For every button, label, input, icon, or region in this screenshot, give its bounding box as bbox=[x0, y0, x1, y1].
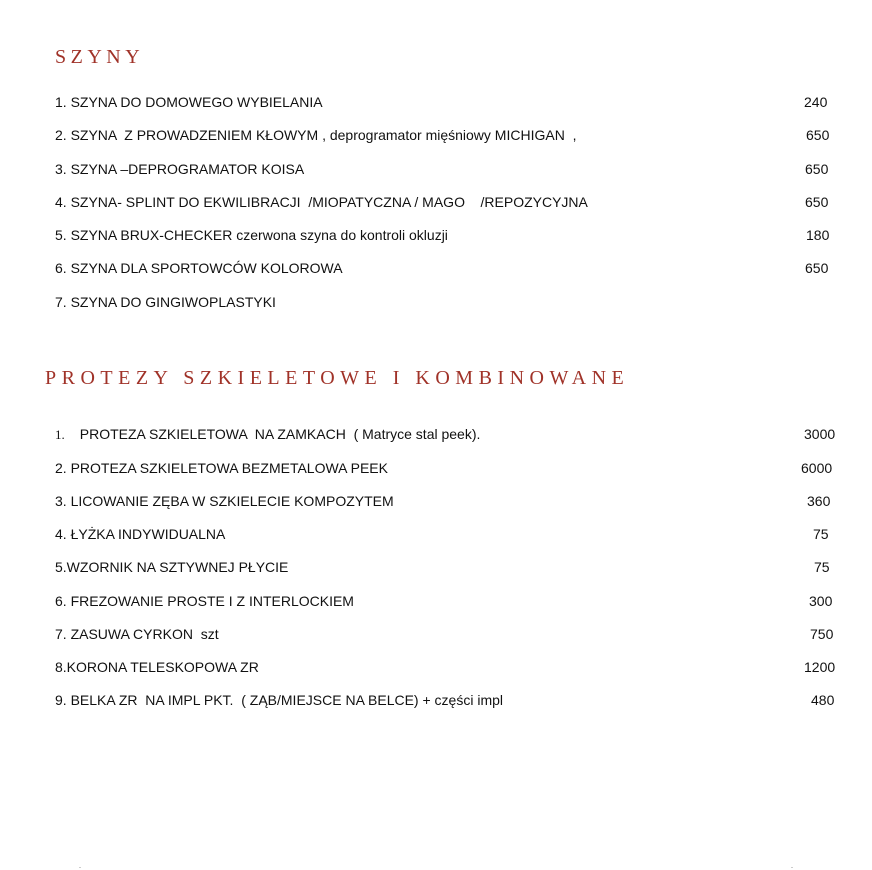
item-price: 180 bbox=[806, 227, 830, 243]
item-label: PROTEZA SZKIELETOWA NA ZAMKACH ( Matryce stal peek). bbox=[79, 426, 481, 442]
list-item bbox=[0, 92, 872, 112]
list-item bbox=[0, 192, 872, 212]
item-label: 6. FREZOWANIE PROSTE I Z INTERLOCKIEM bbox=[55, 593, 354, 609]
item-label: 2. PROTEZA SZKIELETOWA BEZMETALOWA PEEK bbox=[55, 460, 388, 476]
item-price: 650 bbox=[805, 161, 829, 177]
item-label-group bbox=[55, 424, 480, 445]
item-price: 3000 bbox=[804, 426, 836, 442]
list-item bbox=[0, 557, 872, 577]
item-price: 75 bbox=[814, 559, 830, 575]
item-price: 650 bbox=[805, 194, 829, 210]
item-price: 6000 bbox=[801, 460, 833, 476]
list-item bbox=[0, 524, 872, 544]
list-item bbox=[0, 458, 872, 478]
item-label: 4. SZYNA- SPLINT DO EKWILIBRACJI /MIOPATYCZNA / MAGO /REPOZYCYJNA bbox=[55, 194, 588, 210]
item-label: 5. SZYNA BRUX-CHECKER czerwona szyna do kontroli okluzji bbox=[55, 227, 448, 243]
item-label: 3. LICOWANIE ZĘBA W SZKIELECIE KOMPOZYTEM bbox=[55, 493, 394, 509]
item-label: 7. ZASUWA CYRKON szt bbox=[55, 626, 219, 642]
item-label: 8.KORONA TELESKOPOWA ZR bbox=[55, 659, 259, 675]
list-item bbox=[0, 225, 872, 245]
item-price: 75 bbox=[813, 526, 829, 542]
item-price: 300 bbox=[809, 593, 833, 609]
list-item bbox=[0, 258, 872, 278]
list-item bbox=[0, 591, 872, 611]
page-edge-mark bbox=[79, 867, 81, 868]
item-price: 750 bbox=[810, 626, 834, 642]
list-item bbox=[0, 657, 872, 677]
list-item bbox=[0, 424, 872, 444]
list-item bbox=[0, 292, 872, 312]
item-label: 9. BELKA ZR NA IMPL PKT. ( ZĄB/MIEJSCE NA BELCE) + części impl bbox=[55, 692, 503, 708]
section-title-protezy: PROTEZY SZKIELETOWE I KOMBINOWANE bbox=[45, 367, 630, 389]
list-item bbox=[0, 159, 872, 179]
item-price: 1200 bbox=[804, 659, 836, 675]
list-item bbox=[0, 125, 872, 145]
item-price: 240 bbox=[804, 94, 828, 110]
item-price: 650 bbox=[805, 260, 829, 276]
item-price: 650 bbox=[806, 127, 830, 143]
list-item bbox=[0, 491, 872, 511]
item-label: 7. SZYNA DO GINGIWOPLASTYKI bbox=[55, 294, 276, 310]
item-price: 480 bbox=[811, 692, 835, 708]
item-label: 3. SZYNA –DEPROGRAMATOR KOISA bbox=[55, 161, 305, 177]
item-price: 360 bbox=[807, 493, 831, 509]
item-label: 2. SZYNA Z PROWADZENIEM KŁOWYM , deprogramator mięśniowy MICHIGAN , bbox=[55, 127, 577, 143]
list-item bbox=[0, 624, 872, 644]
item-number: 1. bbox=[55, 427, 65, 442]
list-item bbox=[0, 690, 872, 710]
item-label: 4. ŁYŻKA INDYWIDUALNA bbox=[55, 526, 226, 542]
item-label: 1. SZYNA DO DOMOWEGO WYBIELANIA bbox=[55, 94, 323, 110]
item-label: 5.WZORNIK NA SZTYWNEJ PŁYCIE bbox=[55, 559, 289, 575]
page-edge-mark bbox=[791, 867, 793, 868]
item-label: 6. SZYNA DLA SPORTOWCÓW KOLOROWA bbox=[55, 260, 343, 276]
section-title-szyny: SZYNY bbox=[55, 46, 145, 68]
